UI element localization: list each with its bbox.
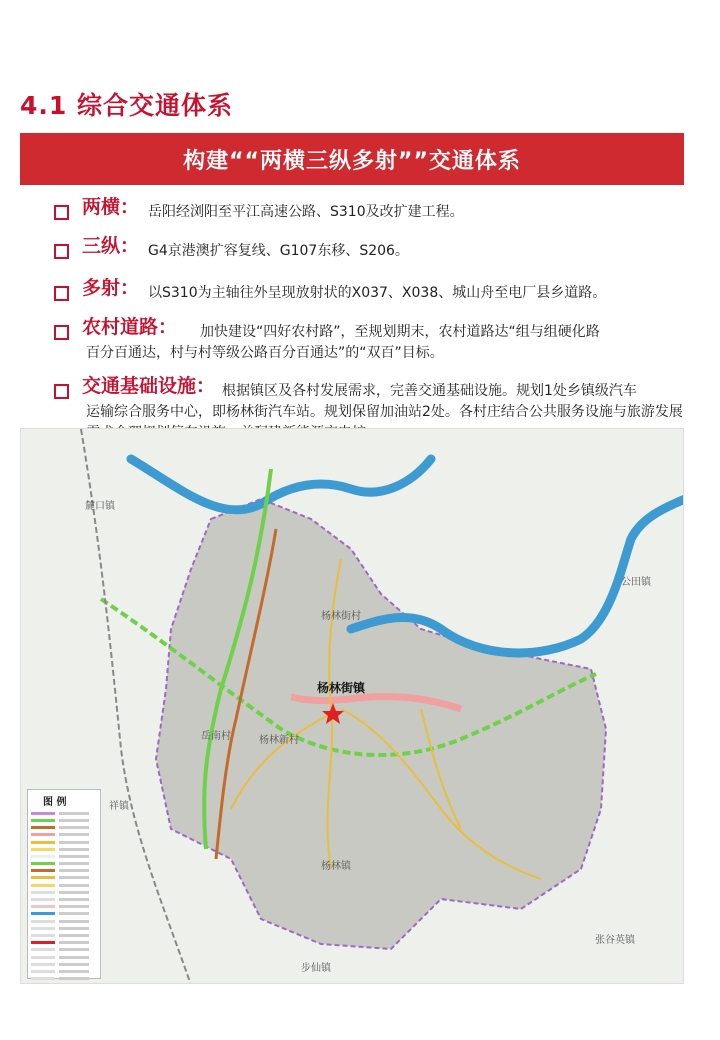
legend-label [59,927,89,930]
legend-row [31,947,97,954]
place-label: 步仙镇 [301,963,331,974]
legend-label [59,948,89,951]
legend-row [31,911,97,918]
legend-symbol-icon [31,855,55,858]
legend-symbol-icon [31,841,55,844]
place-label: 岳南村 [201,731,231,742]
legend-label [59,862,89,865]
bullet-text: 以S310为主轴往外呈现放射状的X037、X038、城山舟至电厂县乡道路。 [148,285,607,301]
legend-label [59,905,89,908]
place-label: 张谷英镇 [595,935,635,946]
legend-symbol-icon [31,884,55,887]
legend-symbol-icon [31,977,55,980]
legend-symbol-icon [31,862,55,865]
legend-row [31,896,97,903]
checkbox-icon [54,384,69,399]
legend-label [59,876,89,879]
legend-row [31,968,97,975]
legend-symbol-icon [31,826,55,829]
legend-symbol-icon [31,891,55,894]
bullet-heading: 农村道路： [82,316,178,338]
legend-symbol-icon [31,941,55,944]
bullet-heading: 三纵： [82,235,140,257]
legend-symbol-icon [31,848,55,851]
bullet-item [54,316,694,364]
legend-label [59,841,89,844]
legend-symbol-icon [31,905,55,908]
section-title: 4.1 综合交通体系 [20,91,233,120]
legend-symbol-icon [31,812,55,815]
bullet-heading: 交通基础设施： [82,375,216,397]
checkbox-icon [54,205,69,220]
legend-label [59,848,89,851]
legend-label [59,826,89,829]
legend-label [59,833,89,836]
map-legend [27,789,101,979]
town-label: 杨林街镇 [317,681,366,695]
legend-label [59,898,89,901]
legend-symbol-icon [31,833,55,836]
legend-row [31,832,97,839]
legend-symbol-icon [31,948,55,951]
legend-row [31,961,97,968]
legend-label [59,891,89,894]
legend-title: 图 例 [43,797,67,808]
legend-row [31,875,97,882]
place-label: 祥镇 [109,801,129,812]
legend-label [59,970,89,973]
bullet-text: 加快建设“四好农村路”，至规划期末，农村道路达“组与组硬化路 [200,324,600,340]
bullet-item [54,277,694,304]
legend-symbol-icon [31,934,55,937]
legend-row [31,903,97,910]
legend-row [31,932,97,939]
legend-row [31,817,97,824]
checkbox-icon [54,325,69,340]
bullet-text: 岳阳经浏阳至平江高速公路、S310及改扩建工程。 [148,204,464,220]
legend-row [31,846,97,853]
legend-row [31,918,97,925]
legend-symbol-icon [31,819,55,822]
place-label: 杨林镇 [321,861,351,872]
bullet-heading: 多射： [82,277,140,299]
legend-label [59,963,89,966]
legend-symbol-icon [31,912,55,915]
legend-label [59,812,89,815]
legend-row [31,853,97,860]
legend-label [59,977,89,980]
place-label: 公田镇 [621,577,651,588]
legend-symbol-icon [31,927,55,930]
legend-row [31,975,97,982]
legend-label [59,912,89,915]
legend-row [31,954,97,961]
legend-symbol-icon [31,898,55,901]
bullet-text: G4京港澳扩容复线、G107东移、S206。 [148,243,409,259]
traffic-map [20,428,684,984]
legend-row [31,860,97,867]
checkbox-icon [54,244,69,259]
bullet-text: 运输综合服务中心，即杨林街汽车站。规划保留加油站2处。各村庄结合公共服务设施与旅游发展 [86,404,683,420]
legend-label [59,941,89,944]
place-label: 杨林街村 [321,611,361,622]
legend-row [31,939,97,946]
banner-title: 构建““两横三纵多射””交通体系 [20,133,684,185]
map-graphic [21,429,684,984]
legend-label [59,920,89,923]
bullet-heading: 两横： [82,196,140,218]
legend-rows [31,810,97,984]
legend-label [59,884,89,887]
legend-symbol-icon [31,876,55,879]
place-label: 麓口镇 [85,501,115,512]
legend-row [31,810,97,817]
legend-label [59,869,89,872]
legend-row [31,983,97,985]
bullet-item [54,196,694,223]
legend-label [59,956,89,959]
township-boundary [156,499,606,949]
bullet-text: 百分百通达，村与村等级公路百分百通达”的“双百”目标。 [86,345,444,361]
legend-label [59,855,89,858]
legend-row [31,925,97,932]
legend-symbol-icon [31,963,55,966]
bullet-text: 根据镇区及各村发展需求，完善交通基础设施。规划1处乡镇级汽车 [222,383,637,399]
legend-symbol-icon [31,869,55,872]
legend-row [31,839,97,846]
legend-row [31,889,97,896]
legend-row [31,824,97,831]
legend-label [59,934,89,937]
checkbox-icon [54,286,69,301]
legend-symbol-icon [31,956,55,959]
bullet-item [54,235,694,262]
legend-symbol-icon [31,970,55,973]
place-label: 杨林新村 [259,735,299,746]
legend-row [31,868,97,875]
legend-label [59,819,89,822]
legend-symbol-icon [31,920,55,923]
legend-row [31,882,97,889]
